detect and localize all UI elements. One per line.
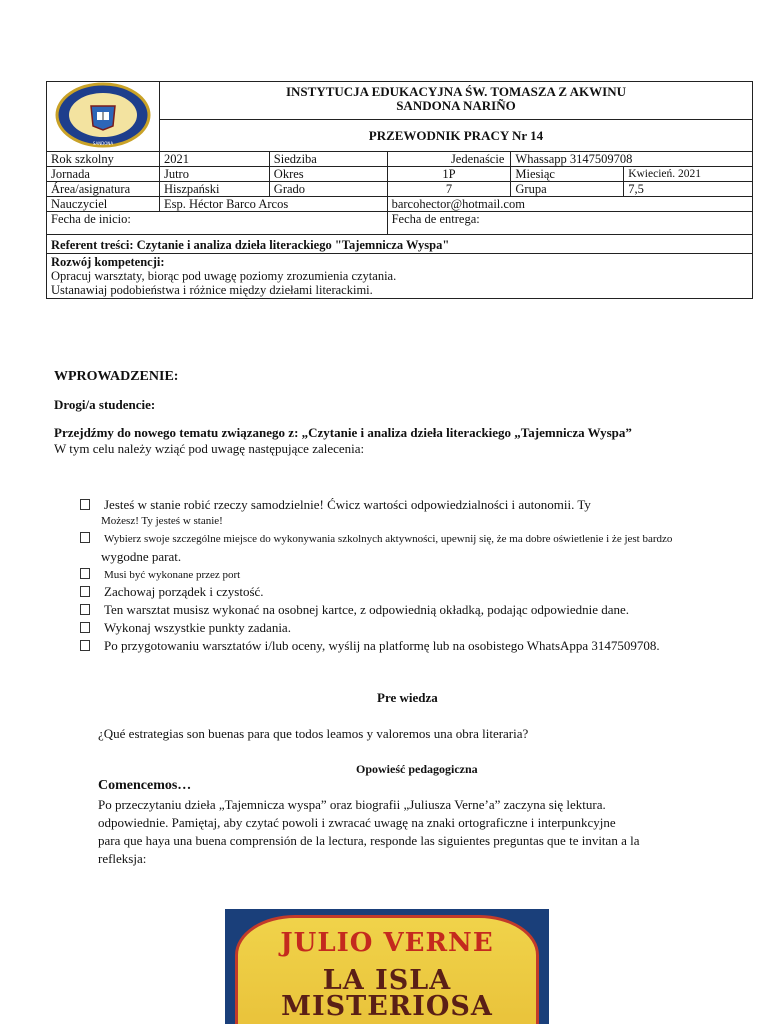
bullet-3 bbox=[80, 568, 240, 581]
institution-name bbox=[159, 82, 752, 120]
grupa-label: Grupa bbox=[511, 182, 624, 197]
bullet-2-text: Wybierz swoje szczególne miejsce do wykonywania szkolnych aktywności, upewnij się, że ma dobre oświetlenie i że jest bardzo bbox=[104, 533, 673, 545]
cover-title bbox=[238, 965, 536, 1022]
guide-title: PRZEWODNIK PRACY Nr 14 bbox=[159, 120, 752, 152]
whatsapp-number: Whassapp 3147509708 bbox=[511, 152, 753, 167]
checkbox-icon bbox=[80, 640, 90, 651]
pre-question: ¿Qué estrategias son buenas para que todos leamos y valoremos una obra literaria? bbox=[98, 726, 529, 741]
rozwoj-line-1: Opracuj warsztaty, biorąc pod uwagę poziomy zrozumienia czytania. bbox=[51, 269, 397, 283]
seal-lettering: SANDONA bbox=[92, 141, 114, 146]
bullet-5-text: Ten warsztat musisz wykonać na osobnej kartce, z odpowiednią okładką, podając odpowiednie dane. bbox=[104, 602, 630, 617]
topic-subline: W tym celu należy wziąć pod uwagę następujące zalecenia: bbox=[54, 441, 365, 456]
okres-label: Okres bbox=[269, 167, 387, 182]
rozwoj-title: Rozwój kompetencji: bbox=[51, 255, 165, 269]
fecha-entrega: Fecha de entrega: bbox=[387, 212, 752, 235]
institution-line-2: SANDONA NARIÑO bbox=[396, 98, 516, 113]
school-seal-icon bbox=[53, 82, 153, 148]
cover-title-line-1: LA ISLA bbox=[322, 965, 452, 996]
topic-line: Przejdźmy do nowego tematu związanego z: „Czytanie i analiza dzieła literackiego „Tajemnicza Wyspa” bbox=[54, 425, 632, 440]
miesiac-value: Kwiecień. 2021 bbox=[624, 167, 753, 182]
story-line-2: odpowiednie. Pamiętaj, aby czytać powoli i zwracać uwagę na znaki ortograficzne i interpunkcyjne bbox=[98, 815, 616, 830]
rok-value: 2021 bbox=[159, 152, 269, 167]
jornada-label: Jornada bbox=[47, 167, 160, 182]
story-line-3: para que haya una buena comprensión de la lectura, responde las siguientes preguntas que te invitan a la bbox=[98, 833, 640, 848]
checkbox-icon bbox=[80, 532, 90, 543]
rok-label: Rok szkolny bbox=[47, 152, 160, 167]
institution-line-1: INSTYTUCJA EDUKACYJNA ŚW. TOMASZA Z AKWINU bbox=[285, 84, 626, 99]
checkbox-icon bbox=[80, 499, 90, 510]
grupa-value: 7,5 bbox=[624, 182, 753, 197]
nauczyciel-value: Esp. Héctor Barco Arcos bbox=[159, 197, 387, 212]
okres-value: 1P bbox=[387, 167, 511, 182]
checkbox-icon bbox=[80, 622, 90, 633]
bullet-7 bbox=[80, 638, 660, 654]
bullet-6-text: Wykonaj wszystkie punkty zadania. bbox=[104, 620, 291, 635]
miesiac-label: Miesiąc bbox=[511, 167, 624, 182]
bullet-1-text: Jesteś w stanie robić rzeczy samodzielnie! Ćwicz wartości odpowiedzialności i autonomii. Ty bbox=[104, 497, 591, 512]
grado-value: 7 bbox=[387, 182, 511, 197]
fecha-inicio: Fecha de inicio: bbox=[47, 212, 388, 235]
checkbox-icon bbox=[80, 586, 90, 597]
header-table bbox=[46, 81, 753, 299]
school-logo bbox=[47, 82, 160, 152]
checkbox-icon bbox=[80, 604, 90, 615]
rozwoj-kompetencji bbox=[47, 254, 753, 299]
bullet-6 bbox=[80, 620, 291, 636]
story-line-4: refleksja: bbox=[98, 851, 147, 866]
story-title: Opowieść pedagogiczna bbox=[356, 762, 478, 776]
siedziba-value: Jedenaście bbox=[387, 152, 511, 167]
cover-author: JULIO VERNE bbox=[280, 928, 494, 958]
checkbox-icon bbox=[80, 568, 90, 579]
cover-title-line-2: MISTERIOSA bbox=[281, 991, 493, 1022]
nauczyciel-label: Nauczyciel bbox=[47, 197, 160, 212]
pre-wiedza-title: Pre wiedza bbox=[377, 690, 438, 705]
bullet-4-text: Zachowaj porządek i czystość. bbox=[104, 584, 264, 599]
siedziba-label: Siedziba bbox=[269, 152, 387, 167]
bullet-1 bbox=[80, 497, 591, 513]
jornada-value: Jutro bbox=[159, 167, 269, 182]
bullet-2-cont: wygodne parat. bbox=[101, 549, 182, 564]
referent-tresci: Referent treści: Czytanie i analiza dzieła literackiego "Tajemnicza Wyspa" bbox=[47, 235, 753, 254]
grado-label: Grado bbox=[269, 182, 387, 197]
teacher-email: barcohector@hotmail.com bbox=[387, 197, 752, 212]
bullet-1-cont: Możesz! Ty jesteś w stanie! bbox=[101, 515, 223, 527]
greeting: Drogi/a studencie: bbox=[54, 397, 156, 412]
rozwoj-line-2: Ustanawiaj podobieństwa i różnice między dziełami literackimi. bbox=[51, 283, 373, 297]
area-value: Hiszpański bbox=[159, 182, 269, 197]
book-cover-image bbox=[225, 909, 549, 1024]
story-line-1: Po przeczytaniu dzieła „Tajemnicza wyspa” oraz biografii „Juliusza Verne’a” zaczyna się lektura. bbox=[98, 797, 606, 812]
bullet-4 bbox=[80, 584, 264, 600]
bullet-5 bbox=[80, 602, 629, 618]
bullet-3-text: Musi być wykonane przez port bbox=[104, 569, 241, 581]
comencemos: Comencemos… bbox=[98, 778, 192, 793]
bullet-2 bbox=[80, 532, 672, 545]
book-cover-panel bbox=[235, 915, 539, 1024]
area-label: Área/asignatura bbox=[47, 182, 160, 197]
bullet-7-text: Po przygotowaniu warsztatów i/lub oceny, wyślij na platformę lub na osobistego WhatsAppa 3147509708. bbox=[104, 638, 660, 653]
intro-heading: WPROWADZENIE: bbox=[54, 369, 179, 384]
